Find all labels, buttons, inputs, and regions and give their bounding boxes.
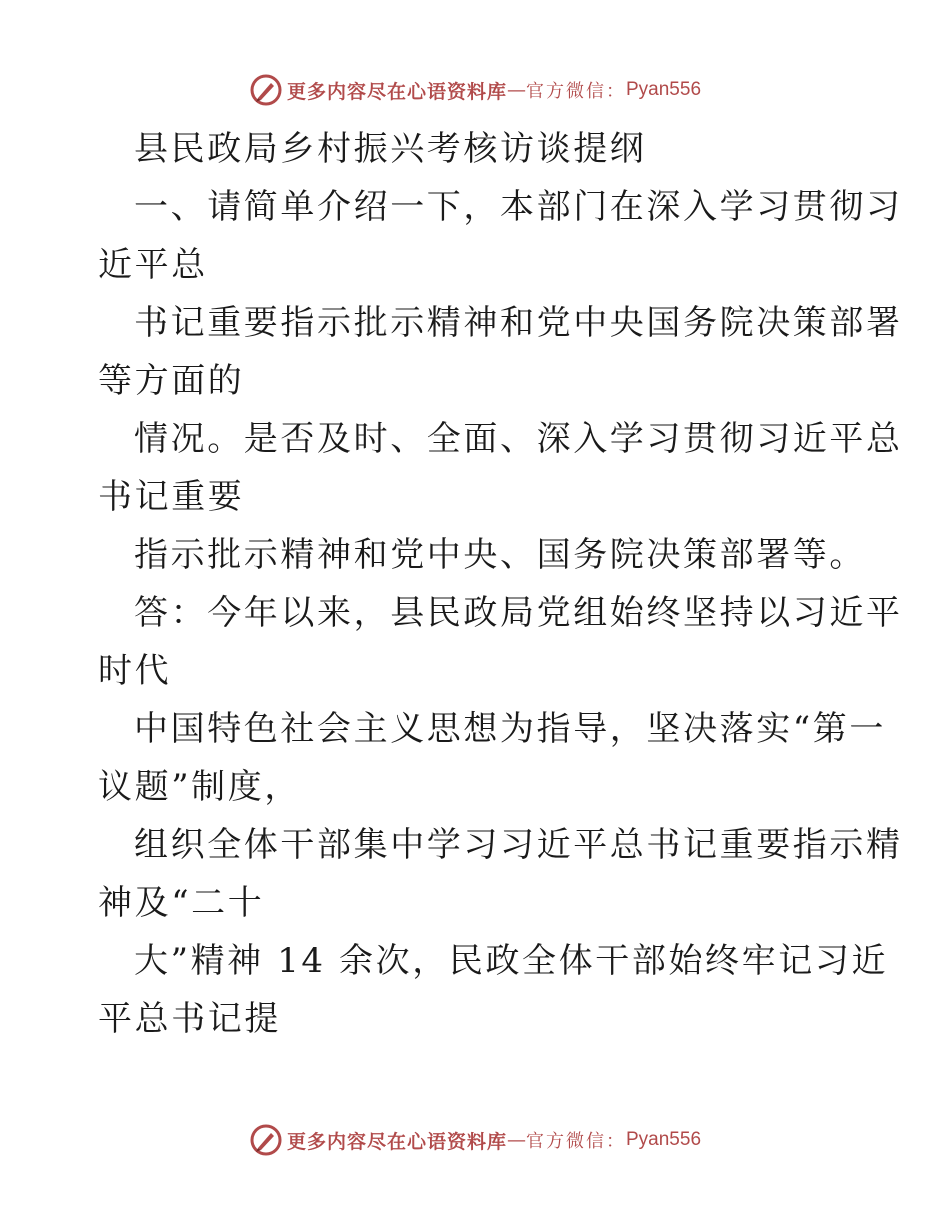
watermark-dash: — <box>507 79 526 101</box>
document-title: 县民政局乡村振兴考核访谈提纲 <box>134 129 647 169</box>
text-line: 中国特色社会主义思想为指导，坚决落实“第一 <box>134 709 886 749</box>
pen-logo-icon <box>249 1123 283 1157</box>
document-body <box>98 120 903 1048</box>
text-line: 指示批示精神和党中央、国务院决策部署等。 <box>134 535 866 575</box>
text-line: 时代 <box>98 651 172 691</box>
text-line: 答：今年以来，县民政局党组始终坚持以习近平 <box>134 593 903 633</box>
watermark-dash: — <box>507 1129 526 1151</box>
watermark-site: 更多内容尽在心语资料库 <box>286 80 507 103</box>
text-line: 近平总 <box>98 245 208 285</box>
text-line: 组织全体干部集中学习习近平总书记重要指示精 <box>134 825 903 865</box>
watermark-footer <box>0 1120 950 1160</box>
text-line: 情况。是否及时、全面、深入学习贯彻习近平总 <box>134 419 903 459</box>
text-line: 议题”制度， <box>98 767 301 807</box>
watermark-label: 官方微信： <box>526 1131 626 1152</box>
watermark-header <box>0 70 950 110</box>
text-line: 书记重要指示批示精神和党中央国务院决策部署 <box>134 303 903 343</box>
watermark-site: 更多内容尽在心语资料库 <box>286 1130 507 1153</box>
text-line: 大”精神 14 余次，民政全体干部始终牢记习近 <box>134 941 889 981</box>
text-line: 等方面的 <box>98 361 245 401</box>
text-line: 书记重要 <box>98 477 245 517</box>
watermark-id: Pyan556 <box>626 79 702 100</box>
text-line: 平总书记提 <box>98 999 281 1039</box>
watermark-id: Pyan556 <box>626 1129 702 1150</box>
pen-logo-icon <box>249 73 283 107</box>
text-line: 一、请简单介绍一下，本部门在深入学习贯彻习 <box>134 187 903 227</box>
text-line: 神及“二十 <box>98 883 265 923</box>
watermark-label: 官方微信： <box>526 81 626 102</box>
